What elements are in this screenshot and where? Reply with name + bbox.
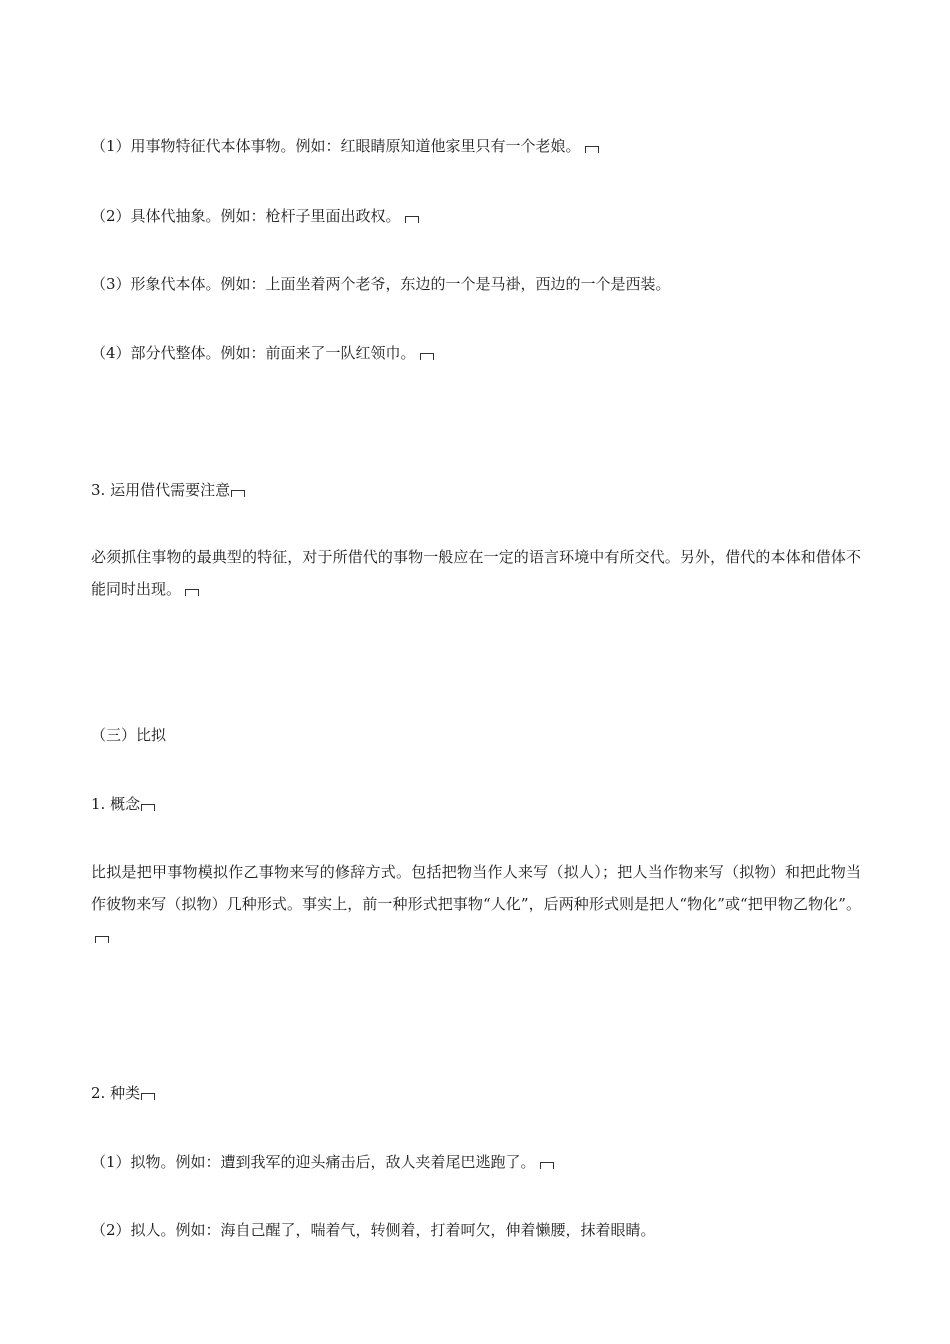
example-line-1-text: （1）用事物特征代本体事物。例如：红眼睛原知道他家里只有一个老娘。 [91,137,581,155]
example-line-6 [91,1220,656,1240]
paragraph-usage-notes-text: 必须抓住事物的最典型的特征，对于所借代的事物一般应在一定的语言环境中有所交代。另外，借代的本体和借体不能同时出现。 [91,548,861,598]
paragraph-mark-icon [540,1162,554,1169]
paragraph-mark-icon [95,936,109,943]
paragraph-usage-notes [91,541,861,605]
example-line-4 [91,343,434,363]
paragraph-mark-icon [231,490,245,497]
paragraph-mark-icon [141,1093,155,1100]
heading-types [91,1083,155,1103]
heading-concept [91,794,155,814]
example-line-5-text: （1）拟物。例如：遭到我军的迎头痛击后，敌人夹着尾巴逃跑了。 [91,1153,536,1171]
paragraph-mark-icon [141,804,155,811]
section-title-analogy [91,725,166,745]
section-title-analogy-text: （三）比拟 [91,726,167,744]
example-line-2 [91,206,419,226]
example-line-3-text: （3）形象代本体。例如：上面坐着两个老爷，东边的一个是马褂，西边的一个是西装。 [91,275,671,293]
heading-usage-notes [91,480,245,500]
heading-types-text: 2. 种类 [91,1084,141,1102]
heading-usage-notes-text: 3. 运用借代需要注意 [91,481,231,499]
heading-concept-text: 1. 概念 [91,795,141,813]
paragraph-mark-icon [405,216,419,223]
paragraph-mark-icon [585,146,599,153]
paragraph-mark-icon [420,353,434,360]
example-line-1 [91,136,599,156]
example-line-6-text: （2）拟人。例如：海自己醒了，喘着气，转侧着，打着呵欠，伸着懒腰，抹着眼睛。 [91,1221,656,1239]
example-line-3 [91,274,671,294]
example-line-4-text: （4）部分代整体。例如：前面来了一队红领巾。 [91,344,416,362]
example-line-2-text: （2）具体代抽象。例如：枪杆子里面出政权。 [91,207,401,225]
example-line-5 [91,1152,554,1172]
paragraph-concept-text: 比拟是把甲事物模拟作乙事物来写的修辞方式。包括把物当作人来写（拟人）；把人当作物来写（拟物）和把此物当作彼物来写（拟物）几种形式。事实上，前一种形式把事物“人化”，后两种形式则是把人“物化”或“把甲物乙物化”。 [91,863,861,913]
paragraph-mark-icon [185,589,199,596]
paragraph-concept [91,856,861,952]
